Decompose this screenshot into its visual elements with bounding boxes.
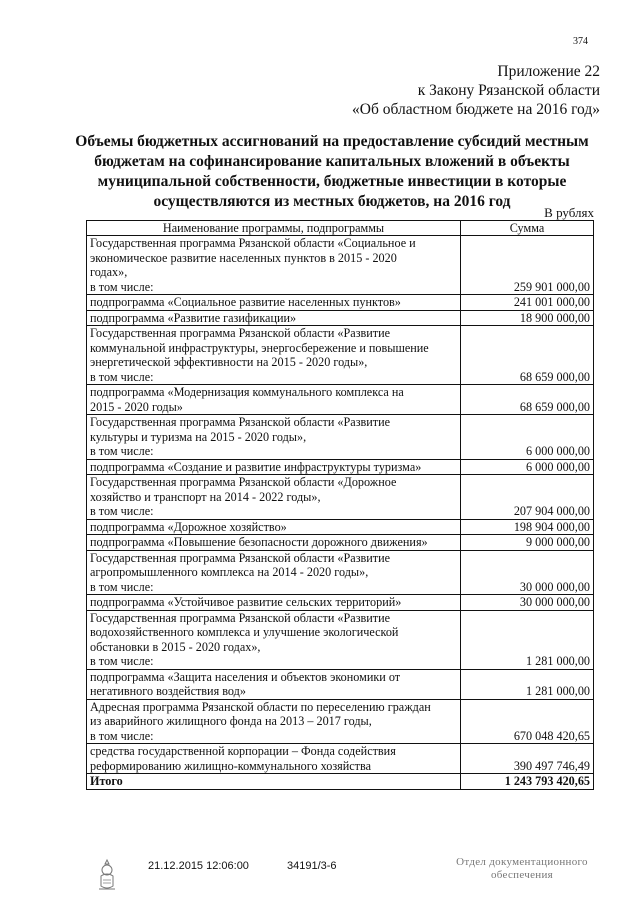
table-row — [87, 535, 594, 551]
program-name-line: подпрограмма «Повышение безопасности дорожного движения» — [90, 535, 428, 549]
program-name-line: подпрограмма «Модернизация коммунального комплекса на — [90, 385, 404, 399]
program-name-line: в том числе: — [90, 279, 154, 294]
program-name-cell — [87, 415, 461, 460]
program-name-line: подпрограмма «Создание и развитие инфраструктуры туризма» — [90, 459, 422, 474]
appendix-line: к Закону Рязанской области — [417, 82, 600, 99]
table-row — [87, 699, 594, 744]
amount-cell: 30 000 000,00 — [461, 595, 594, 611]
table-row — [87, 595, 594, 611]
table-row — [87, 610, 594, 669]
program-name-line: Государственная программа Рязанской области «Развитие — [90, 610, 391, 625]
program-name-cell — [87, 595, 461, 611]
program-name-line: в том числе: — [90, 369, 154, 384]
program-name-line: подпрограмма «Социальное развитие населенных пунктов» — [90, 295, 401, 309]
table-body — [87, 236, 594, 774]
coat-of-arms-icon — [97, 858, 117, 892]
program-name-line: агропромышленного комплекса на 2014 - 2020 годы», — [90, 565, 369, 579]
amount-cell: 68 659 000,00 — [461, 385, 594, 415]
program-name-line: водохозяйственного комплекса и улучшение экологической — [90, 625, 399, 639]
program-name-line: подпрограмма «Развитие газификации» — [90, 310, 297, 325]
amount-cell: 241 001 000,00 — [461, 295, 594, 311]
amount-cell: 30 000 000,00 — [461, 550, 594, 595]
program-name-line: годах», — [90, 265, 128, 279]
program-name-cell — [87, 535, 461, 551]
program-name-cell — [87, 699, 461, 744]
total-label: Итого — [87, 774, 461, 790]
table-row — [87, 475, 594, 520]
table-row — [87, 310, 594, 326]
title-line: Объемы бюджетных ассигнований на предоставление субсидий местным — [75, 133, 589, 150]
page-footer — [0, 856, 640, 896]
program-name-line: хозяйство и транспорт на 2014 - 2022 годы», — [90, 489, 321, 504]
program-name-line: реформированию жилищно-коммунального хозяйства — [90, 758, 371, 773]
table-row — [87, 236, 594, 295]
amount-cell: 68 659 000,00 — [461, 326, 594, 385]
total-amount: 1 243 793 420,65 — [461, 774, 594, 790]
amount-cell: 207 904 000,00 — [461, 475, 594, 520]
header-sum: Сумма — [461, 221, 594, 236]
footer-datetime: 21.12.2015 12:06:00 — [148, 860, 249, 872]
dept-line: Отдел документационного — [456, 856, 588, 868]
program-name-line: Государственная программа Рязанской области «Развитие — [90, 415, 391, 429]
program-name-line: негативного воздействия вод» — [90, 684, 246, 698]
appendix-line: «Об областном бюджете на 2016 год» — [352, 101, 600, 118]
page-number: 374 — [573, 36, 588, 47]
table-row — [87, 295, 594, 311]
program-name-line: в том числе: — [90, 444, 154, 458]
table-header-row — [87, 221, 594, 236]
table-row — [87, 744, 594, 774]
amount-cell: 670 048 420,65 — [461, 699, 594, 744]
currency-note: В рублях — [544, 205, 594, 220]
budget-table — [86, 220, 594, 790]
appendix-line: Приложение 22 — [497, 63, 600, 80]
program-name-line: подпрограмма «Защита населения и объектов экономики от — [90, 669, 401, 684]
program-name-line: из аварийного жилищного фонда на 2013 – 2017 годы, — [90, 714, 372, 728]
program-name-line: энергетической эффективности на 2015 - 2020 годы», — [90, 355, 368, 369]
amount-cell: 9 000 000,00 — [461, 535, 594, 551]
program-name-line: экономическое развитие населенных пунктов в 2015 - 2020 — [90, 250, 397, 265]
table-row — [87, 519, 594, 535]
program-name-line: в том числе: — [90, 728, 154, 743]
table-row — [87, 326, 594, 385]
amount-cell: 1 281 000,00 — [461, 669, 594, 699]
program-name-cell — [87, 610, 461, 669]
amount-cell: 259 901 000,00 — [461, 236, 594, 295]
amount-cell: 1 281 000,00 — [461, 610, 594, 669]
program-name-line: в том числе: — [90, 579, 154, 594]
amount-cell: 6 000 000,00 — [461, 459, 594, 475]
program-name-cell — [87, 385, 461, 415]
title-line: бюджетам на софинансирование капитальных вложений в объекты — [94, 153, 570, 170]
program-name-line: Государственная программа Рязанской области «Развитие — [90, 326, 391, 340]
program-name-line: подпрограмма «Устойчивое развитие сельских территорий» — [90, 595, 402, 609]
title-line: муниципальной собственности, бюджетные инвестиции в которые — [97, 173, 567, 190]
program-name-cell — [87, 295, 461, 311]
program-name-line: средства государственной корпорации – Фонда содействия — [90, 744, 396, 758]
program-name-cell — [87, 459, 461, 475]
program-name-cell — [87, 519, 461, 535]
program-name-line: в том числе: — [90, 654, 154, 668]
program-name-line: Адресная программа Рязанской области по переселению граждан — [90, 699, 431, 714]
program-name-line: 2015 - 2020 годы» — [90, 399, 183, 414]
program-name-line: культуры и туризма на 2015 - 2020 годы», — [90, 429, 307, 444]
document-title — [74, 132, 590, 212]
program-name-line: коммунальной инфраструктуры, энергосбережение и повышение — [90, 340, 429, 355]
header-name: Наименование программы, подпрограммы — [87, 221, 461, 236]
appendix-header — [352, 62, 600, 119]
program-name-line: подпрограмма «Дорожное хозяйство» — [90, 519, 287, 534]
program-name-cell — [87, 475, 461, 520]
program-name-cell — [87, 744, 461, 774]
program-name-line: обстановки в 2015 - 2020 годах», — [90, 639, 261, 654]
amount-cell: 390 497 746,49 — [461, 744, 594, 774]
dept-line: обеспечения — [490, 869, 554, 881]
program-name-line: Государственная программа Рязанской области «Развитие — [90, 550, 391, 565]
program-name-cell — [87, 550, 461, 595]
title-line: осуществляются из местных бюджетов, на 2016 год — [153, 193, 511, 210]
table-row — [87, 385, 594, 415]
footer-doc-number: 34191/3-6 — [287, 860, 337, 872]
program-name-cell — [87, 669, 461, 699]
amount-cell: 6 000 000,00 — [461, 415, 594, 460]
program-name-cell — [87, 326, 461, 385]
program-name-cell — [87, 236, 461, 295]
amount-cell: 198 904 000,00 — [461, 519, 594, 535]
total-row — [87, 774, 594, 790]
amount-cell: 18 900 000,00 — [461, 310, 594, 326]
table-row — [87, 415, 594, 460]
table-row — [87, 550, 594, 595]
table-row — [87, 459, 594, 475]
table-row — [87, 669, 594, 699]
program-name-cell — [87, 310, 461, 326]
program-name-line: Государственная программа Рязанской области «Дорожное — [90, 475, 397, 489]
program-name-line: в том числе: — [90, 504, 154, 518]
program-name-line: Государственная программа Рязанской области «Социальное и — [90, 236, 416, 250]
footer-department-stamp — [448, 856, 596, 882]
